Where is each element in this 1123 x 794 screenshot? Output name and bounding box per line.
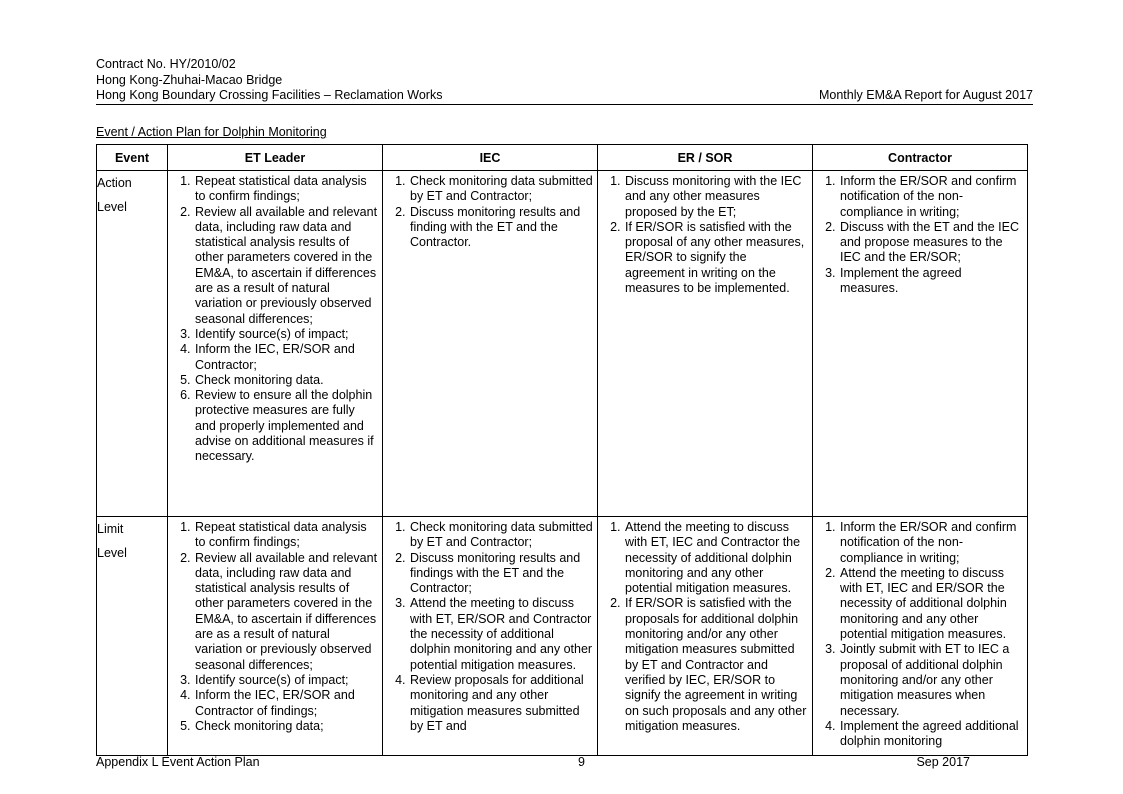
list-item: 1. Repeat statistical data analysis to confirm findings;: [194, 174, 378, 205]
list-item: 4. Review proposals for additional monitoring and any other mitigation measures submitted by ET and: [409, 673, 593, 734]
list-item: 2. Attend the meeting to discuss with ET, IEC and ER/SOR the necessity of additional dolphin monitoring and any other potential mitigation measures.: [839, 566, 1023, 642]
et-leader-cell: [168, 171, 383, 517]
list-item: 2. Review all available and relevant data, including raw data and statistical analysis results of other parameters covered in the EM&A, to ascertain if differences are as a result of natural variation or previously observed seasonal differences;: [194, 205, 378, 327]
event-label: Action: [97, 176, 132, 190]
page-number: 9: [578, 755, 585, 769]
er-sor-cell: [598, 517, 813, 756]
column-header-contractor: Contractor: [813, 145, 1028, 171]
list-item: 4. Implement the agreed additional dolphin monitoring: [839, 719, 1023, 750]
table-row-limit-level: [97, 517, 1028, 756]
report-title: Monthly EM&A Report for August 2017: [818, 88, 1033, 102]
er-sor-actions: [598, 517, 812, 734]
contract-number: Contract No. HY/2010/02: [96, 57, 236, 71]
header-divider: [96, 104, 1033, 105]
list-item: 3. Attend the meeting to discuss with ET, ER/SOR and Contractor the necessity of additional dolphin monitoring and any other potential mitigation measures.: [409, 596, 593, 672]
er-sor-actions: [598, 171, 812, 296]
list-item: 3. Implement the agreed measures.: [839, 266, 1023, 297]
iec-actions: [383, 517, 597, 734]
event-action-table: [96, 144, 1028, 756]
list-item: 2. Discuss monitoring results and findings with the ET and the Contractor;: [409, 551, 593, 597]
table-header-row: [97, 145, 1028, 171]
contractor-actions: [813, 517, 1027, 749]
column-header-iec: IEC: [383, 145, 598, 171]
list-item: 1. Check monitoring data submitted by ET and Contractor;: [409, 174, 593, 205]
contractor-cell: [813, 517, 1028, 756]
footer-date: Sep 2017: [916, 755, 970, 769]
event-label-level: Level: [97, 546, 127, 560]
contractor-actions: [813, 171, 1027, 296]
column-header-er-sor: ER / SOR: [598, 145, 813, 171]
event-cell: [97, 517, 168, 756]
list-item: 2. If ER/SOR is satisfied with the proposals for additional dolphin monitoring and/or any other mitigation measures submitted by ET and Contractor and verified by IEC, ER/SOR to signify the agreement in writing on such proposals and any other mitigation measures.: [624, 596, 808, 734]
event-label-level: Level: [97, 200, 127, 214]
table-row-action-level: [97, 171, 1028, 517]
er-sor-cell: [598, 171, 813, 517]
list-item: 1. Check monitoring data submitted by ET and Contractor;: [409, 520, 593, 551]
et-leader-cell: [168, 517, 383, 756]
list-item: 2. Discuss monitoring results and finding with the ET and the Contractor.: [409, 205, 593, 251]
list-item: 1. Inform the ER/SOR and confirm notification of the non-compliance in writing;: [839, 520, 1023, 566]
iec-cell: [383, 517, 598, 756]
contractor-cell: [813, 171, 1028, 517]
project-name: Hong Kong-Zhuhai-Macao Bridge: [96, 72, 283, 87]
column-header-event: Event: [97, 145, 168, 171]
section-title: Event / Action Plan for Dolphin Monitoring: [96, 125, 327, 139]
event-label: Limit: [97, 522, 124, 536]
footer-appendix: Appendix L Event Action Plan: [96, 755, 260, 769]
list-item: 2. Discuss with the ET and the IEC and propose measures to the IEC and the ER/SOR;: [839, 220, 1023, 266]
list-item: 4. Inform the IEC, ER/SOR and Contractor of findings;: [194, 688, 378, 719]
header-row: [96, 88, 1033, 104]
list-item: 4. Inform the IEC, ER/SOR and Contractor;: [194, 342, 378, 373]
list-item: 5. Check monitoring data.: [194, 373, 378, 388]
list-item: 3. Identify source(s) of impact;: [194, 327, 378, 342]
list-item: 1. Repeat statistical data analysis to confirm findings;: [194, 520, 378, 551]
list-item: 1. Attend the meeting to discuss with ET, IEC and Contractor the necessity of additional dolphin monitoring and any other potential mitigation measures.: [624, 520, 808, 596]
list-item: 1. Inform the ER/SOR and confirm notification of the non-compliance in writing;: [839, 174, 1023, 220]
list-item: 1. Discuss monitoring with the IEC and any other measures proposed by the ET;: [624, 174, 808, 220]
event-cell: [97, 171, 168, 517]
et-leader-actions: [168, 517, 382, 734]
et-leader-actions: [168, 171, 382, 465]
page-header: [96, 57, 1033, 104]
list-item: 2. Review all available and relevant data, including raw data and statistical analysis results of other parameters covered in the EM&A, to ascertain if differences are as a result of natural variation or previously observed seasonal differences;: [194, 551, 378, 673]
list-item: 6. Review to ensure all the dolphin protective measures are fully and properly implemented and advise on additional measures if necessary.: [194, 388, 378, 464]
works-name: Hong Kong Boundary Crossing Facilities – Reclamation Works: [96, 88, 443, 102]
column-header-et-leader: ET Leader: [168, 145, 383, 171]
list-item: 3. Jointly submit with ET to IEC a proposal of additional dolphin monitoring and/or any other mitigation measures when necessary.: [839, 642, 1023, 718]
list-item: 2. If ER/SOR is satisfied with the proposal of any other measures, ER/SOR to signify the agreement in writing on the measures to be implemented.: [624, 220, 808, 296]
list-item: 5. Check monitoring data;: [194, 719, 378, 734]
iec-actions: [383, 171, 597, 250]
list-item: 3. Identify source(s) of impact;: [194, 673, 378, 688]
iec-cell: [383, 171, 598, 517]
